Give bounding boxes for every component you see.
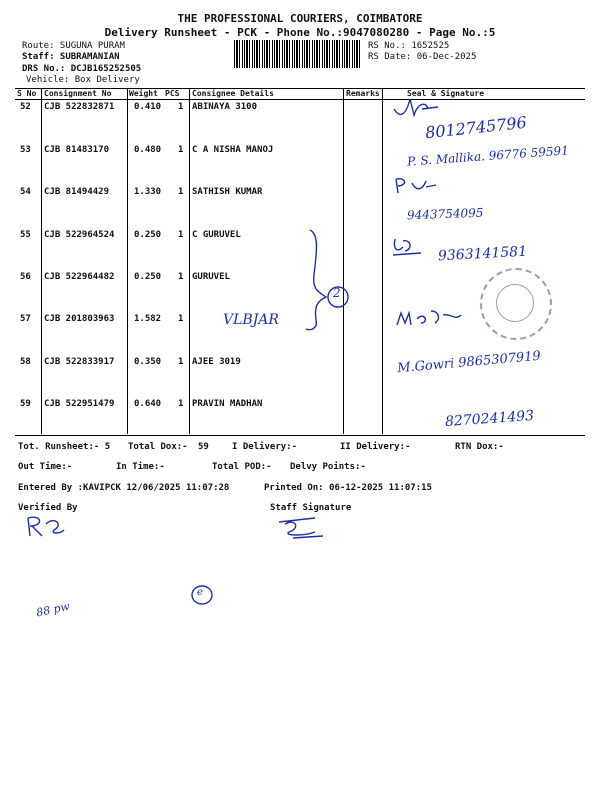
- row-weight: 0.250: [134, 272, 162, 282]
- row-sno: 54: [20, 187, 31, 197]
- row-weight: 1.330: [134, 187, 162, 197]
- runsheet-subtitle: Delivery Runsheet - PCK - Phone No.:9047080280 - Page No.:5: [104, 26, 496, 39]
- row-consignee: C A NISHA MANOJ: [192, 145, 274, 155]
- handwritten-note: P. S. Mallika. 96776 59591: [406, 143, 570, 169]
- row-consignment: CJB 522833917: [44, 357, 115, 367]
- printed-on: Printed On: 06-12-2025 11:07:15: [264, 483, 432, 493]
- row-weight: 0.640: [134, 399, 162, 409]
- row-sno: 57: [20, 314, 31, 324]
- delivery-points: Delvy Points:-: [290, 462, 366, 472]
- row-consignment: CJB 522951479: [44, 399, 115, 409]
- row-consignment: CJB 81494429: [44, 187, 110, 197]
- barcode: [234, 40, 362, 68]
- col-weight: Weight: [129, 89, 158, 98]
- rtn-dox: RTN Dox:-: [455, 442, 504, 452]
- row-pcs: 1: [178, 314, 184, 324]
- rs-no: RS No.: 1652525: [368, 41, 450, 51]
- row-weight: 1.582: [134, 314, 162, 324]
- row-pcs: 1: [178, 272, 184, 282]
- row-consignee: GURUVEL: [192, 272, 230, 282]
- row-sno: 59: [20, 399, 31, 409]
- row-consignment: CJB 522964482: [44, 272, 115, 282]
- row-weight: 0.350: [134, 357, 162, 367]
- row-pcs: 1: [178, 187, 184, 197]
- handwritten-note: 9443754095: [406, 205, 484, 223]
- col-consignment: Consignment No: [44, 89, 112, 98]
- row-weight: 0.410: [134, 102, 162, 112]
- total-dox-value: 59: [198, 442, 209, 452]
- row-sno: 53: [20, 145, 31, 155]
- signature-row-57: [395, 305, 465, 333]
- row-weight: 0.480: [134, 145, 162, 155]
- row-pcs: 1: [178, 102, 184, 112]
- table-row: [15, 348, 585, 397]
- row-consignment: CJB 522964524: [44, 230, 115, 240]
- margin-note: 88 pw: [35, 599, 71, 620]
- rs-date: RS Date: 06-Dec-2025: [368, 52, 477, 62]
- table-row: [15, 143, 585, 185]
- route-label: Route: SUGUNA PURAM: [22, 41, 125, 51]
- handwritten-note: 8012745796: [424, 112, 528, 143]
- col-consignee: Consignee Details: [192, 89, 274, 98]
- row-consignee: PRAVIN MADHAN: [192, 399, 263, 409]
- handwritten-note: VLBJAR: [223, 312, 279, 328]
- table-header: [15, 88, 585, 100]
- total-pod: Total POD:-: [212, 462, 272, 472]
- i-delivery: I Delivery:-: [232, 442, 298, 452]
- col-pcs: PCS: [165, 89, 180, 98]
- signature-row-55: [389, 235, 425, 261]
- courier-seal-stamp: [480, 268, 552, 340]
- row-pcs: 1: [178, 230, 184, 240]
- ii-delivery: II Delivery:-: [340, 442, 411, 452]
- out-time: Out Time:-: [18, 462, 73, 472]
- row-consignment: CJB 522832871: [44, 102, 115, 112]
- vehicle-label: Vehicle: Box Delivery: [26, 75, 140, 85]
- row-consignee: C GURUVEL: [192, 230, 241, 240]
- table-row: [15, 100, 585, 142]
- row-weight: 0.250: [134, 230, 162, 240]
- entered-by: Entered By :KAVIPCK 12/06/2025 11:07:28: [18, 483, 230, 493]
- table-row: [15, 185, 585, 227]
- col-remarks: Remarks: [346, 89, 380, 98]
- signature-row-54: [392, 175, 442, 197]
- signature-row-52: [392, 95, 452, 123]
- staff-signature-label: Staff Signature: [270, 503, 352, 513]
- row-pcs: 1: [178, 145, 184, 155]
- total-runsheet: Tot. Runsheet:- 5: [18, 442, 111, 452]
- in-time: In Time:-: [116, 462, 165, 472]
- handwritten-note: 9363141581: [437, 243, 528, 265]
- staff-signature: [275, 514, 329, 542]
- drs-label: DRS No.: DCJB165252505: [22, 64, 142, 74]
- row-consignee: SATHISH KUMAR: [192, 187, 263, 197]
- row-pcs: 1: [178, 357, 184, 367]
- verified-signature: [24, 512, 68, 540]
- handwritten-note: M.Gowri 9865307919: [396, 348, 542, 377]
- row-consignment: CJB 201803963: [44, 314, 115, 324]
- row-consignment: CJB 81483170: [44, 145, 110, 155]
- handwritten-bracket: [300, 225, 360, 335]
- bracket-note: 2: [333, 286, 341, 300]
- total-dox-label: Total Dox:-: [128, 442, 188, 452]
- row-consignee: ABINAYA 3100: [192, 102, 258, 112]
- col-seal-signature: Seal & Signature: [407, 89, 485, 98]
- table-row: [15, 397, 585, 439]
- col-sno: S No: [17, 89, 37, 98]
- staff-label: Staff: SUBRAMANIAN: [22, 52, 120, 62]
- row-sno: 56: [20, 272, 31, 282]
- company-title: THE PROFESSIONAL COURIERS, COIMBATORE: [177, 12, 423, 25]
- circled-mark-letter: e: [197, 587, 203, 598]
- verified-by-label: Verified By: [18, 503, 78, 513]
- row-sno: 55: [20, 230, 31, 240]
- row-sno: 58: [20, 357, 31, 367]
- handwritten-note: 8270241493: [444, 407, 535, 431]
- row-sno: 52: [20, 102, 31, 112]
- row-consignee: AJEE 3019: [192, 357, 241, 367]
- row-pcs: 1: [178, 399, 184, 409]
